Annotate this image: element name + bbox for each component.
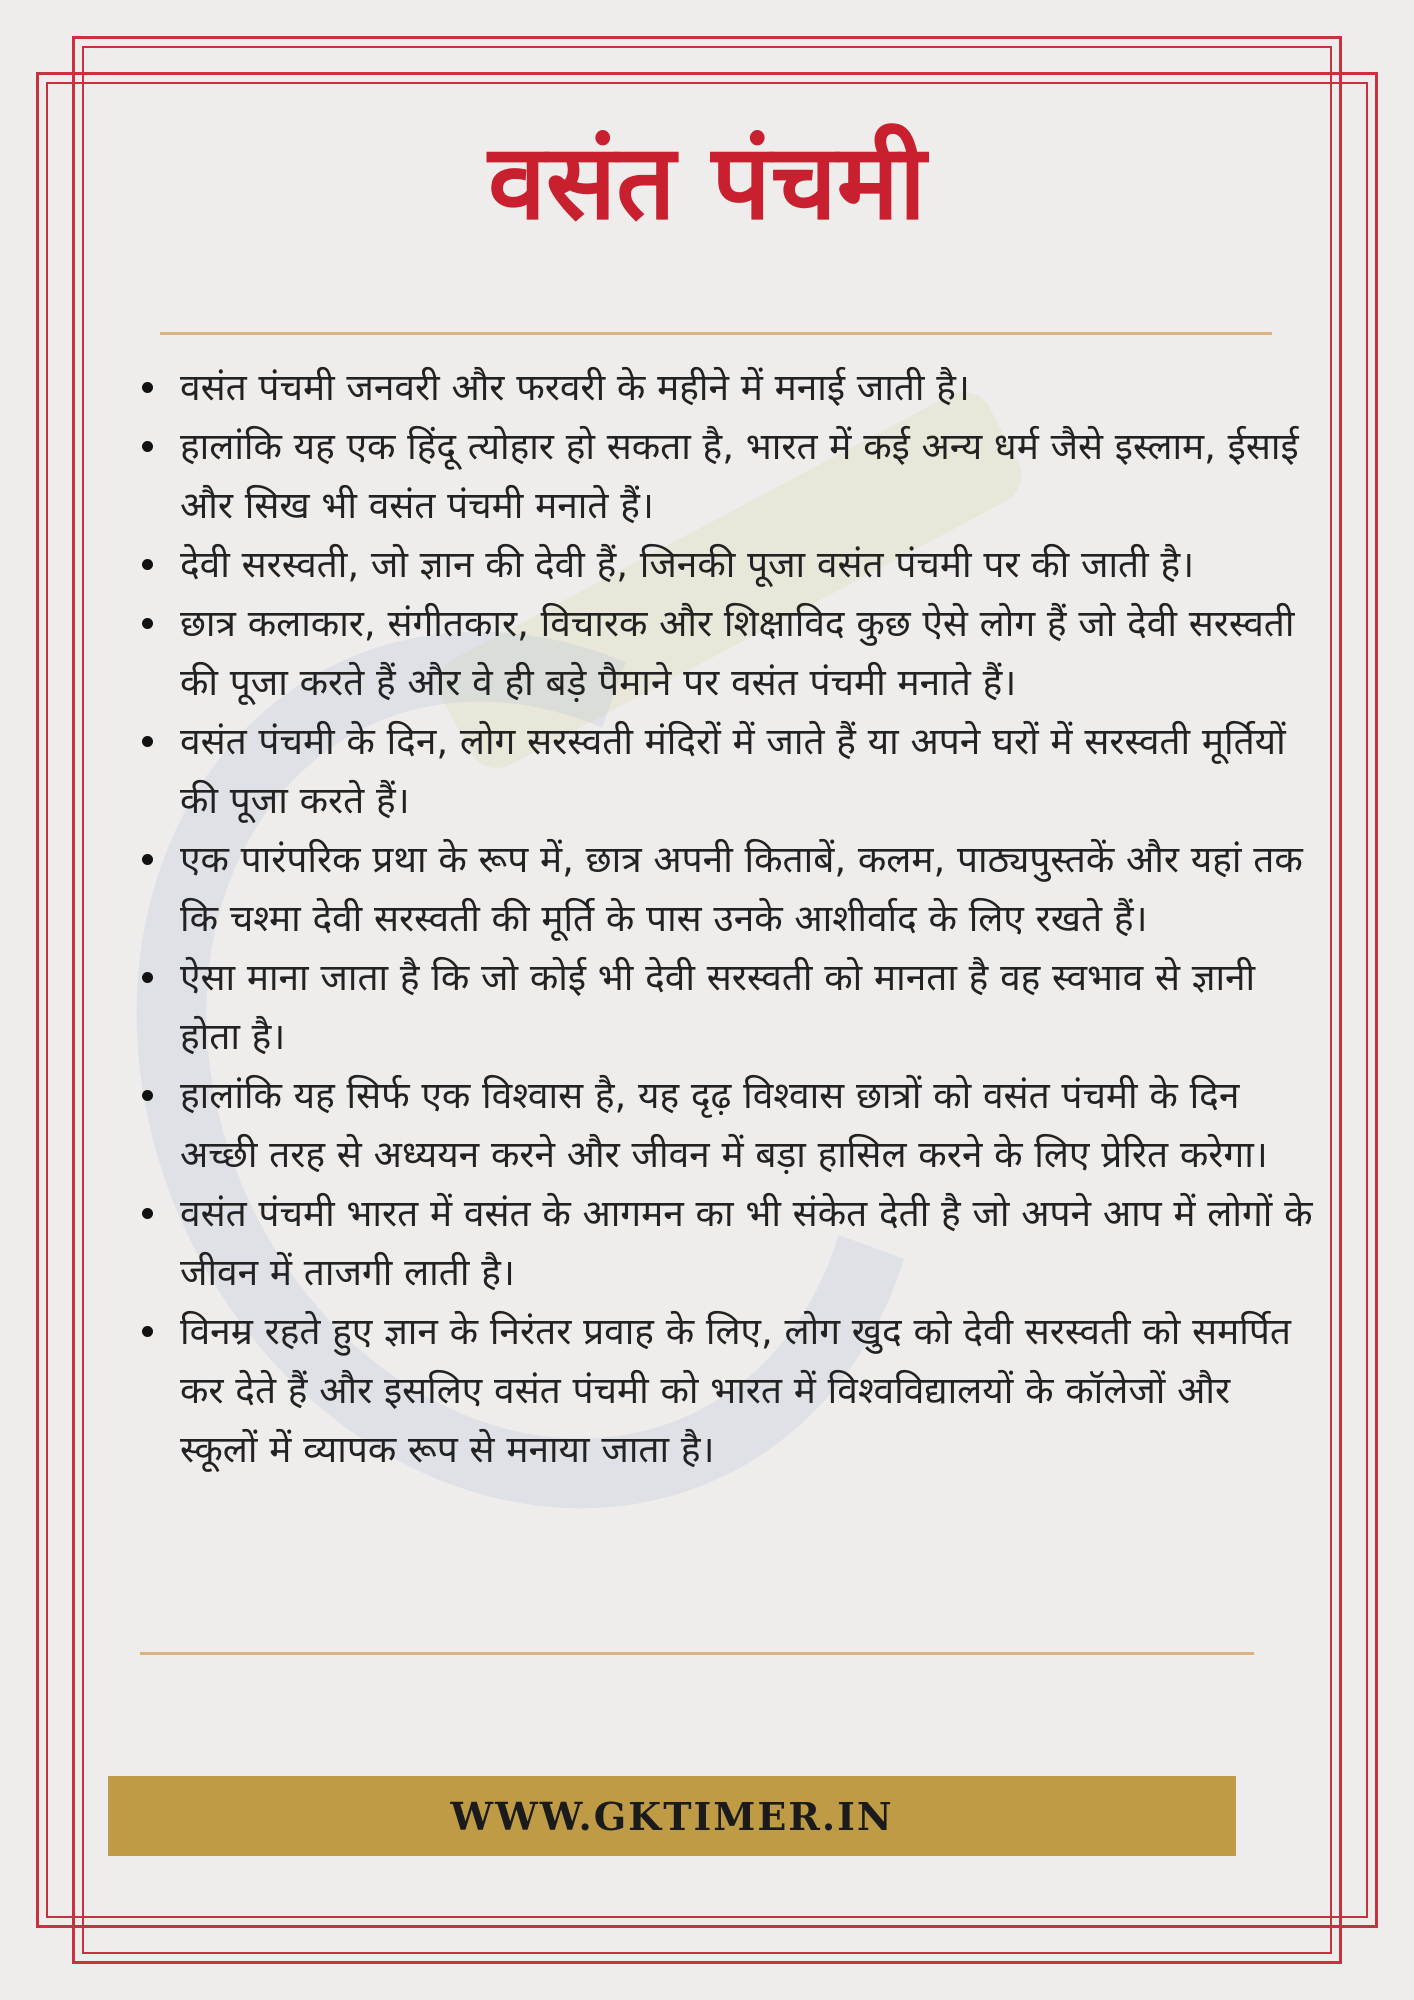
footer-banner — [108, 1776, 1236, 1856]
list-item: देवी सरस्वती, जो ज्ञान की देवी हैं, जिनकी पूजा वसंत पंचमी पर की जाती है। — [138, 535, 1318, 594]
list-item: वसंत पंचमी भारत में वसंत के आगमन का भी संकेत देती है जो अपने आप में लोगों के जीवन में ताजगी लाती है। — [138, 1184, 1318, 1302]
bullet-list — [138, 358, 1318, 1479]
page-title: वसंत पंचमी — [488, 121, 926, 243]
list-item: छात्र कलाकार, संगीतकार, विचारक और शिक्षाविद कुछ ऐसे लोग हैं जो देवी सरस्वती की पूजा करते हैं और वे ही बड़े पैमाने पर वसंत पंचमी मनाते हैं। — [138, 594, 1318, 712]
list-item: एक पारंपरिक प्रथा के रूप में, छात्र अपनी किताबें, कलम, पाठ्यपुस्तकें और यहां तक कि चश्मा देवी सरस्वती की मूर्ति के पास उनके आशीर्वाद के लिए रखते हैं। — [138, 830, 1318, 948]
list-item: ऐसा माना जाता है कि जो कोई भी देवी सरस्वती को मानता है वह स्वभाव से ज्ञानी होता है। — [138, 948, 1318, 1066]
divider-bottom — [140, 1652, 1254, 1655]
divider-top — [160, 332, 1272, 335]
list-item: हालांकि यह सिर्फ एक विश्वास है, यह दृढ़ विश्वास छात्रों को वसंत पंचमी के दिन अच्छी तरह से अध्ययन करने और जीवन में बड़ा हासिल करने के लिए प्रेरित करेगा। — [138, 1066, 1318, 1184]
list-item: विनम्र रहते हुए ज्ञान के निरंतर प्रवाह के लिए, लोग खुद को देवी सरस्वती को समर्पित कर देते हैं और इसलिए वसंत पंचमी को भारत में विश्वविद्यालयों के कॉलेजों और स्कूलों में व्यापक रूप से मनाया जाता है। — [138, 1302, 1318, 1479]
list-item: हालांकि यह एक हिंदू त्योहार हो सकता है, भारत में कई अन्य धर्म जैसे इस्लाम, ईसाई और सिख भी वसंत पंचमी मनाते हैं। — [138, 417, 1318, 535]
website-link[interactable]: WWW.GKTIMER.IN — [450, 1793, 894, 1839]
list-item: वसंत पंचमी जनवरी और फरवरी के महीने में मनाई जाती है। — [138, 358, 1318, 417]
list-item: वसंत पंचमी के दिन, लोग सरस्वती मंदिरों में जाते हैं या अपने घरों में सरस्वती मूर्तियों की पूजा करते हैं। — [138, 712, 1318, 830]
